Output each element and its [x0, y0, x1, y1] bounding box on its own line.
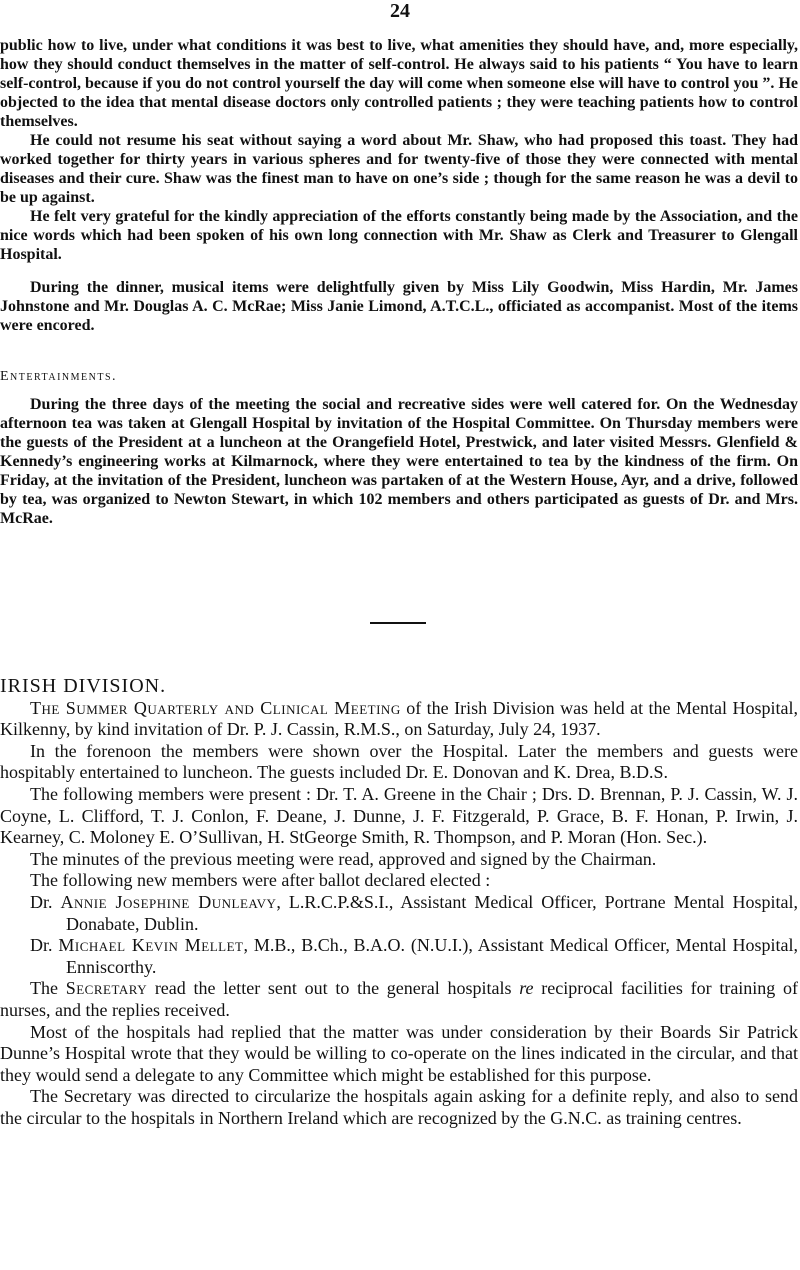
- paragraph-secretary-directed: The Secretary was directed to circularize the hospitals again asking for a definite reply, and also to send the circular to the hospitals in Northern Ireland which are recognized by the G.N.C. as training centres.: [0, 1086, 798, 1128]
- member-name: Michael Kevin Mellet: [58, 935, 244, 956]
- paragraph-gratitude: He felt very grateful for the kindly appreciation of the efforts constantly being made by the Association, and the nice words which had been spoken of his own long connection with Mr. Shaw as Clerk and Treasurer to Glengall Hospital.: [0, 208, 798, 263]
- entertainments-heading: Entertainments.: [0, 369, 118, 384]
- paragraph-secretary-letter: The Secretary read the letter sent out to the general hospitals re reciprocal facilities for training of nurses, and the replies received.: [0, 978, 799, 1020]
- page-number: 24: [390, 0, 410, 22]
- paragraph-meeting: The Summer Quarterly and Clinical Meeting of the Irish Division was held at the Mental Hospital, Kilkenny, by kind invitation of Dr. P. J. Cassin, R.M.S., on Saturday, July 24, 1937.: [0, 697, 798, 740]
- paragraph-hospital-replies: Most of the hospitals had replied that the matter was under consideration by their Boards Sir Patrick Dunne’s Hospital wrote that they would be willing to co-operate on the lines indicated in the circular, and that they would send a delegate to any Committee which might be established for this purpose.: [0, 1021, 798, 1085]
- paragraph-self-control: public how to live, under what conditions it was best to live, what amenities they should have, and, more especially, how they should conduct themselves in the matter of self-control. He always said to his patients “ You have to learn self-control, because if you do not control yourself the day will come when someone else will have to control you ”. He objected to the idea that mental disease doctors only controlled patients ; they were teaching patients how to control themselves.: [0, 37, 798, 130]
- paragraph-mr-shaw: He could not resume his seat without saying a word about Mr. Shaw, who had proposed this toast. They had worked together for thirty years in various spheres and for twenty-five of those they were connected with mental diseases and their cure. Shaw was the finest man to have on one’s side ; though for the same reason he was a devil to be up against.: [0, 132, 798, 206]
- new-member-mellet: Dr. Michael Kevin Mellet, M.B., B.Ch., B.A.O. (N.U.I.), Assistant Medical Officer, Mental Hospital, Enniscorthy.: [30, 935, 799, 977]
- paragraph-members-present: The following members were present : Dr. T. A. Greene in the Chair ; Drs. D. Brennan, P. J. Cassin, W. J. Coyne, L. Clifford, T. J. Conlon, F. Deane, J. Dunne, J. F. Fitzgerald, P. Grace, B. F. Honan, P. Irwin, J. Kearney, C. Moloney E. O’Sullivan, H. StGeorge Smith, R. Thompson, and P. Moran (Hon. Sec.).: [0, 783, 798, 848]
- section-divider: [370, 622, 426, 624]
- paragraph-forenoon: In the forenoon the members were shown over the Hospital. Later the members and guests were hospitably entertained to luncheon. The guests included Dr. E. Donovan and K. Drea, B.D.S.: [0, 740, 798, 783]
- member-name: Annie Josephine Dunleavy: [60, 891, 277, 912]
- irish-division-section: [0, 676, 798, 1129]
- previous-article-continuation: [0, 36, 798, 528]
- paragraph-entertainments: During the three days of the meeting the social and recreative sides were well catered for. On the Wednesday afternoon tea was taken at Glengall Hospital by invitation of the Hospital Committee. On Thursday members were the guests of the President at a luncheon at the Orangefield Hotel, Prestwick, and later visited Messrs. Glenfield & Kennedy’s engineering works at Kilmarnock, where they were entertained to tea by the kindness of the firm. On Friday, at the invitation of the President, luncheon was partaken of at the Western House, Ayr, and a drive, followed by tea, was organized to Newton Stewart, in which 102 members and others participated as guests of Dr. and Mrs. McRae.: [0, 396, 798, 527]
- meeting-name: The Summer Quarterly and Clinical Meeting: [30, 697, 401, 718]
- new-member-dunleavy: Dr. Annie Josephine Dunleavy, L.R.C.P.&S.I., Assistant Medical Officer, Portrane Mental Hospital, Donabate, Dublin.: [30, 891, 799, 934]
- paragraph-dinner-music: During the dinner, musical items were delightfully given by Miss Lily Goodwin, Miss Hardin, Mr. James Johnstone and Mr. Douglas A. C. McRae; Miss Janie Limond, A.T.C.L., officiated as accompanist. Most of the items were encored.: [0, 279, 798, 334]
- paragraph-minutes: The minutes of the previous meeting were read, approved and signed by the Chairman.: [30, 848, 657, 869]
- section-title: IRISH DIVISION.: [0, 675, 167, 697]
- paragraph-new-members: The following new members were after ballot declared elected :: [30, 870, 491, 891]
